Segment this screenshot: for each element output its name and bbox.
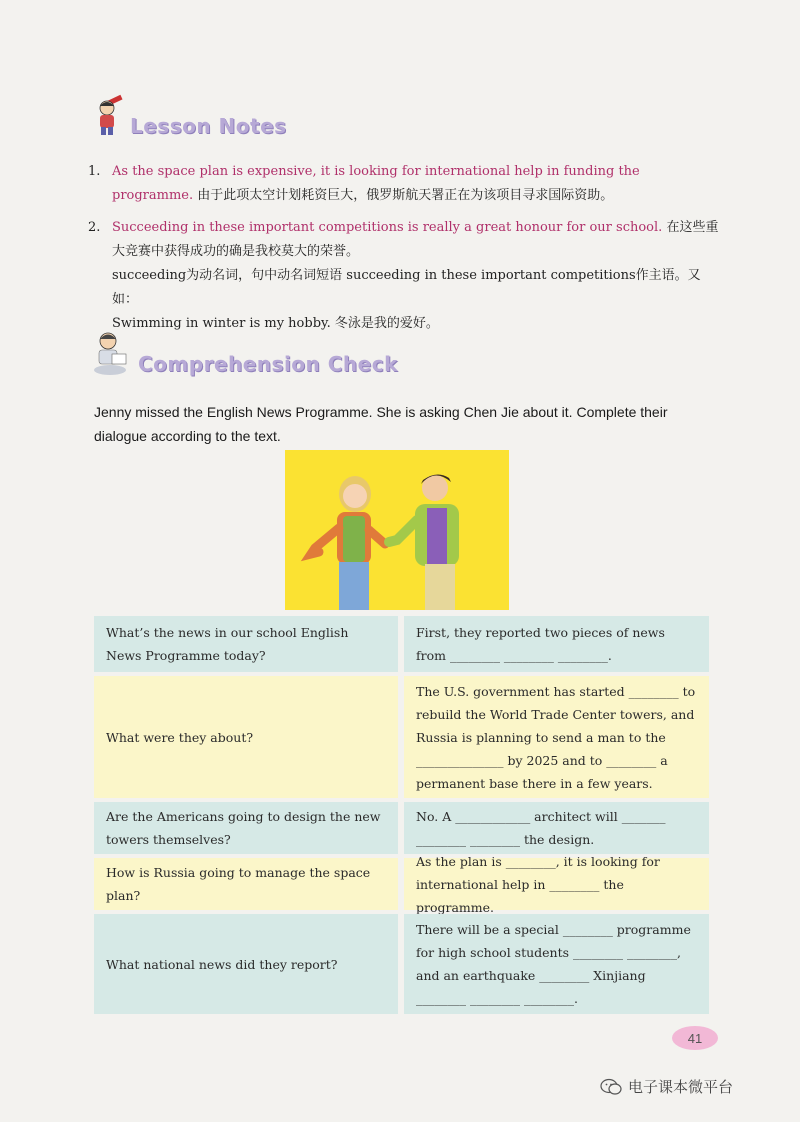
note-english: Succeeding in these important competitions is really a great honour for our school. [112, 220, 663, 235]
question-cell: What’s the news in our school English News Programme today? [94, 616, 398, 672]
question-cell: What national news did they report? [94, 914, 398, 1014]
page-number: 41 [672, 1026, 718, 1050]
table-row [94, 616, 709, 672]
dialogue-table [94, 616, 709, 1018]
wechat-icon [600, 1078, 622, 1096]
lesson-note-2 [90, 216, 720, 336]
note-number: 1. [88, 164, 101, 179]
boy-pointing-icon [92, 94, 128, 140]
question-cell: How is Russia going to manage the space plan? [94, 858, 398, 910]
answer-cell: No. A ____________ architect will _______ ________ ________ the design. [404, 802, 709, 854]
answer-cell: The U.S. government has started ________ to rebuild the World Trade Center towers, and Russia is planning to send a man to the ______________ by 2025 and to ________ a permanent base there in a few years. [404, 676, 709, 798]
answer-cell: First, they reported two pieces of news from ________ ________ ________. [404, 616, 709, 672]
note-example: Swimming in winter is my hobby. 冬泳是我的爱好。 [112, 316, 439, 331]
answer-cell: There will be a special ________ programme for high school students ________ ________, and an earthquake ________ Xinjiang ________ ________ ________. [404, 914, 709, 1014]
comprehension-title: Comprehension Check [138, 352, 398, 376]
lesson-notes-header [92, 94, 287, 140]
note-chinese: 由于此项太空计划耗资巨大，俄罗斯航天署正在为该项目寻求国际资助。 [197, 188, 614, 203]
table-row [94, 914, 709, 1014]
table-row [94, 853, 709, 915]
lesson-note-1 [90, 160, 720, 208]
question-cell: Are the Americans going to design the new towers themselves? [94, 802, 398, 854]
watermark-text: 电子课本微平台 [628, 1078, 734, 1096]
note-number: 2. [88, 220, 101, 235]
answer-cell: As the plan is ________, it is looking for international help in ________ the programme. [404, 858, 709, 910]
comprehension-header [92, 328, 398, 380]
lesson-notes-title: Lesson Notes [130, 114, 287, 138]
watermark [600, 1076, 733, 1097]
boy-reading-icon [92, 328, 136, 380]
table-row [94, 676, 709, 798]
note-english: As the space plan is expensive, it is looking for international help in funding the programme. [112, 164, 640, 203]
note-explanation: succeeding为动名词，句中动名词短语 succeeding in these important competitions作主语。又如： [112, 268, 701, 307]
instructions: Jenny missed the English News Programme. She is asking Chen Jie about it. Complete their dialogue according to the text. [94, 404, 668, 444]
question-cell: What were they about? [94, 676, 398, 798]
table-row [94, 802, 709, 854]
illustration-two-students [285, 450, 509, 610]
note-chinese: 在这些重大竞赛中获得成功的确是我校莫大的荣誉。 [112, 220, 719, 259]
